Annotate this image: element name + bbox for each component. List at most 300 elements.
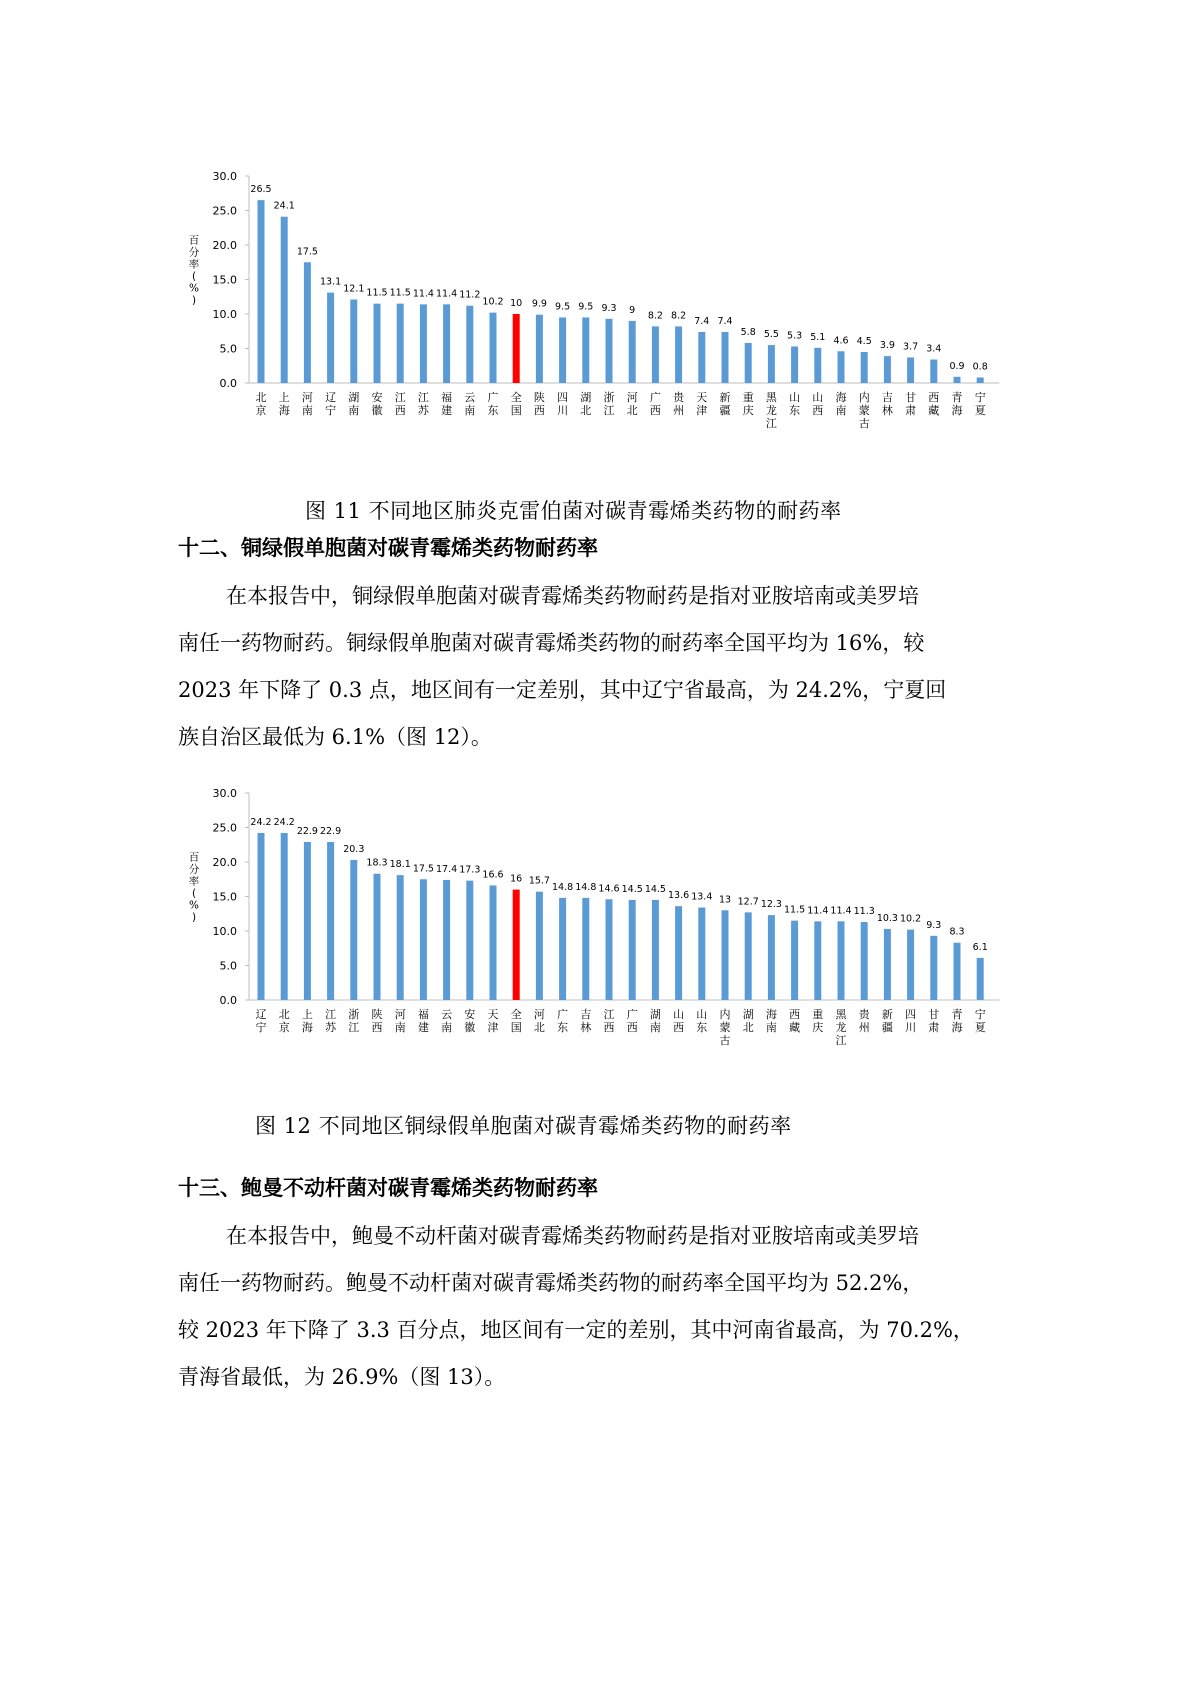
x-category-label: 蒙 (719, 1021, 731, 1034)
bar (466, 881, 473, 1000)
bar (884, 929, 891, 1000)
bar-value-label: 7.4 (694, 315, 710, 327)
bar-value-label: 11.3 (853, 906, 875, 918)
bar (722, 332, 729, 383)
bar (861, 922, 868, 1000)
bar (838, 921, 845, 1000)
bar-value-label: 11.5 (784, 904, 806, 916)
bar (884, 356, 891, 383)
x-category-label: 贵 (673, 391, 685, 404)
bar-value-label: 13.4 (691, 891, 713, 903)
x-category-label: 宁 (974, 1008, 986, 1021)
bar-value-label: 20.3 (343, 843, 365, 855)
bar-value-label: 14.6 (598, 883, 620, 895)
x-category-label: 西 (812, 404, 824, 417)
x-category-label: 吉 (580, 1008, 592, 1021)
bar-value-label: 8.2 (671, 310, 687, 322)
x-category-label: 贵 (858, 1008, 870, 1021)
x-category-label: 陕 (371, 1008, 383, 1021)
bar (838, 351, 845, 383)
bar-value-label: 18.1 (389, 859, 411, 871)
bar (977, 377, 984, 383)
bar-chart-fig11 (0, 160, 1190, 445)
bar (606, 319, 613, 383)
x-category-label: 天 (696, 391, 708, 404)
x-category-label: 山 (673, 1008, 685, 1021)
bar-value-label: 0.8 (972, 361, 988, 373)
y-axis-label-char: ) (191, 911, 197, 924)
x-category-label: 河 (301, 391, 313, 404)
x-category-label: 肃 (928, 1021, 940, 1034)
x-category-label: 东 (487, 404, 499, 417)
bar (327, 293, 334, 383)
x-category-label: 海 (951, 1021, 963, 1034)
x-category-label: 甘 (905, 391, 917, 404)
x-category-label: 海 (951, 404, 963, 417)
bar (281, 217, 288, 383)
x-category-label: 古 (858, 417, 870, 430)
bar (559, 317, 566, 383)
bar-value-label: 8.3 (949, 926, 965, 938)
x-category-label: 海 (278, 404, 290, 417)
x-category-label: 天 (487, 1008, 499, 1021)
bar-value-label: 11.2 (459, 289, 481, 301)
bar-value-label: 5.3 (787, 330, 803, 342)
x-category-label: 内 (719, 1008, 731, 1021)
bar (814, 348, 821, 383)
chart-fig11 (0, 160, 1190, 445)
y-axis-label-char: % (189, 899, 199, 912)
x-category-label: 河 (626, 391, 638, 404)
bar-value-label: 9.9 (531, 298, 547, 310)
bar (930, 360, 937, 383)
bar (582, 898, 589, 1000)
bar-value-label: 0.9 (949, 360, 965, 372)
x-category-label: 疆 (719, 404, 731, 417)
x-category-label: 西 (928, 391, 940, 404)
x-category-label: 吉 (881, 391, 893, 404)
x-category-label: 南 (348, 404, 360, 417)
bar-value-label: 5.1 (810, 331, 826, 343)
section-12-paragraph (178, 573, 1018, 761)
x-category-label: 苏 (417, 404, 429, 417)
x-category-label: 庆 (742, 404, 754, 417)
y-axis-label-char: 分 (188, 246, 200, 259)
x-category-label: 州 (858, 1021, 870, 1034)
bar (722, 910, 729, 1000)
bar (490, 313, 497, 383)
y-tick-label: 15.0 (212, 890, 237, 904)
bar (397, 304, 404, 383)
x-category-label: 川 (557, 404, 569, 417)
x-category-label: 林 (881, 404, 893, 417)
bar-value-label: 24.2 (250, 817, 272, 829)
x-category-label: 古 (719, 1034, 731, 1047)
bar-value-label: 11.4 (807, 905, 829, 917)
x-category-label: 江 (348, 1021, 360, 1034)
bar (814, 921, 821, 1000)
paragraph-line: 族自治区最低为 6.1%（图 12）。 (178, 725, 492, 749)
x-category-label: 山 (789, 391, 801, 404)
bar (791, 346, 798, 383)
caption-fig11: 图 11 不同地区肺炎克雷伯菌对碳青霉烯类药物的耐药率 (305, 499, 842, 523)
bar (954, 377, 961, 383)
x-category-label: 东 (696, 1021, 708, 1034)
x-category-label: 建 (417, 1021, 429, 1034)
x-category-label: 福 (441, 391, 453, 404)
x-category-label: 龙 (765, 404, 777, 417)
x-category-label: 海 (765, 1008, 777, 1021)
x-category-label: 南 (301, 404, 313, 417)
x-category-label: 西 (789, 1008, 801, 1021)
x-category-label: 江 (417, 391, 429, 404)
x-category-label: 津 (487, 1021, 499, 1034)
bar (954, 943, 961, 1000)
bar (768, 345, 775, 383)
x-category-label: 福 (417, 1008, 429, 1021)
x-category-label: 林 (580, 1021, 592, 1034)
x-category-label: 北 (533, 1021, 545, 1034)
bar (652, 900, 659, 1000)
y-tick-label: 15.0 (212, 273, 237, 287)
chart-fig12 (0, 777, 1190, 1062)
x-category-label: 青 (951, 1008, 963, 1021)
x-category-label: 国 (510, 404, 522, 417)
caption-fig12: 图 12 不同地区铜绿假单胞菌对碳青霉烯类药物的耐药率 (255, 1114, 792, 1138)
x-category-label: 西 (626, 1021, 638, 1034)
y-tick-label: 25.0 (212, 204, 237, 218)
x-category-label: 上 (301, 1008, 313, 1021)
x-category-label: 江 (603, 1008, 615, 1021)
bar-value-label: 9.3 (926, 919, 942, 931)
y-tick-label: 10.0 (212, 308, 237, 321)
bar-value-label: 9.5 (555, 301, 571, 313)
x-category-label: 肃 (905, 404, 917, 417)
x-category-label: 湖 (348, 391, 360, 404)
x-category-label: 海 (835, 391, 847, 404)
bar-value-label: 9.3 (601, 302, 617, 314)
x-category-label: 四 (905, 1008, 917, 1021)
x-category-label: 广 (487, 391, 499, 404)
x-category-label: 蒙 (858, 404, 870, 417)
x-category-label: 广 (649, 391, 661, 404)
bar-value-label: 10.2 (482, 296, 504, 308)
paragraph-line: 青海省最低，为 26.9%（图 13）。 (178, 1365, 506, 1389)
bar (327, 842, 334, 1000)
paragraph-line: 南任一药物耐药。鲍曼不动杆菌对碳青霉烯类药物的耐药率全国平均为 52.2%， (178, 1271, 924, 1295)
bar-value-label: 22.9 (320, 825, 342, 837)
bar-value-label: 12.7 (737, 896, 759, 908)
bar (258, 833, 265, 1000)
x-category-label: 夏 (974, 1021, 986, 1034)
bar (466, 306, 473, 383)
x-category-label: 建 (441, 404, 453, 417)
bar-value-label: 4.5 (856, 335, 872, 347)
x-category-label: 新 (719, 391, 731, 404)
paragraph-line: 2023 年下降了 0.3 点，地区间有一定差别，其中辽宁省最高，为 24.2%，宁夏回 (178, 678, 947, 702)
y-axis-label-char: ( (191, 887, 197, 900)
bar-value-label: 26.5 (250, 184, 272, 196)
x-category-label: 湖 (649, 1008, 661, 1021)
x-category-label: 北 (742, 1021, 754, 1034)
x-category-label: 西 (533, 404, 545, 417)
bar (374, 874, 381, 1000)
bar (420, 304, 427, 383)
x-category-label: 龙 (835, 1021, 847, 1034)
x-category-label: 藏 (928, 404, 940, 417)
x-category-label: 北 (580, 404, 592, 417)
x-category-label: 江 (325, 1008, 337, 1021)
x-category-label: 陕 (533, 391, 545, 404)
bar (698, 332, 705, 383)
y-axis-label-char: 分 (188, 863, 200, 876)
bar (559, 898, 566, 1000)
y-axis-label-char: 率 (188, 258, 200, 271)
bar-value-label: 3.9 (879, 340, 895, 352)
section-12-heading: 十二、铜绿假单胞菌对碳青霉烯类药物耐药率 (178, 536, 598, 560)
paragraph-line: 较 2023 年下降了 3.3 百分点，地区间有一定的差别，其中河南省最高，为 70.2%， (178, 1318, 974, 1342)
bar-value-label: 15.7 (528, 875, 550, 887)
bar-value-label: 14.5 (621, 883, 643, 895)
y-axis-label-char: 率 (188, 875, 200, 888)
bar (675, 326, 682, 383)
bar (745, 912, 752, 1000)
x-category-label: 州 (673, 404, 685, 417)
bar-value-label: 5.8 (740, 326, 756, 338)
x-category-label: 京 (255, 404, 267, 417)
bar-value-label: 13.6 (668, 890, 690, 902)
bar-value-label: 22.9 (296, 825, 318, 837)
x-category-label: 宁 (325, 404, 337, 417)
bar-value-label: 14.8 (575, 881, 597, 893)
bar (907, 357, 914, 383)
bar (350, 300, 357, 383)
bar (374, 304, 381, 383)
x-category-label: 江 (835, 1034, 847, 1047)
paragraph-line: 在本报告中，鲍曼不动杆菌对碳青霉烯类药物耐药是指对亚胺培南或美罗培 (226, 1224, 919, 1248)
bar-chart-fig12 (0, 777, 1190, 1062)
bar (629, 321, 636, 383)
y-axis-label-char: ) (191, 294, 197, 307)
section-13-paragraph (178, 1213, 1018, 1401)
x-category-label: 东 (789, 404, 801, 417)
x-category-label: 江 (765, 417, 777, 430)
bar (791, 921, 798, 1000)
bar (536, 892, 543, 1000)
bar-value-label: 16 (510, 873, 523, 885)
bar (745, 343, 752, 383)
y-tick-label: 30.0 (212, 170, 237, 183)
y-tick-label: 30.0 (212, 787, 237, 800)
y-tick-label: 5.0 (219, 959, 237, 973)
x-category-label: 疆 (881, 1021, 893, 1034)
bar-value-label: 16.6 (482, 869, 504, 881)
x-category-label: 河 (394, 1008, 406, 1021)
bar (861, 352, 868, 383)
bar-value-label: 17.5 (296, 246, 318, 258)
x-category-label: 湖 (742, 1008, 754, 1021)
bar-value-label: 13 (718, 894, 732, 906)
x-category-label: 湖 (580, 391, 592, 404)
x-category-label: 内 (858, 391, 870, 404)
bar (281, 833, 288, 1000)
x-category-label: 海 (301, 1021, 313, 1034)
bar-national (513, 314, 520, 383)
x-category-label: 全 (510, 391, 522, 404)
x-category-label: 北 (626, 404, 638, 417)
bar-value-label: 10.3 (876, 912, 898, 924)
y-tick-label: 25.0 (212, 821, 237, 835)
bar (930, 936, 937, 1000)
x-category-label: 津 (696, 404, 708, 417)
bar (258, 200, 265, 383)
y-tick-label: 20.0 (212, 856, 237, 869)
bar (443, 304, 450, 383)
bar-value-label: 7.4 (717, 315, 733, 327)
bar (443, 880, 450, 1000)
y-tick-label: 20.0 (212, 239, 237, 252)
bar (536, 315, 543, 383)
x-category-label: 徽 (464, 1021, 476, 1034)
bar (582, 317, 589, 383)
x-category-label: 苏 (325, 1021, 337, 1034)
x-category-label: 川 (905, 1021, 917, 1034)
bar-value-label: 17.4 (436, 863, 458, 875)
bar-value-label: 24.2 (273, 817, 295, 829)
bar (304, 842, 311, 1000)
section-13-heading: 十三、鲍曼不动杆菌对碳青霉烯类药物耐药率 (178, 1176, 598, 1200)
x-category-label: 山 (812, 391, 824, 404)
bar-value-label: 5.5 (763, 329, 779, 341)
x-category-label: 西 (649, 404, 661, 417)
x-category-label: 浙 (603, 391, 615, 404)
x-category-label: 南 (765, 1021, 777, 1034)
x-category-label: 西 (371, 1021, 383, 1034)
bar (652, 326, 659, 383)
bar-value-label: 17.5 (412, 863, 434, 875)
x-category-label: 辽 (255, 1008, 267, 1021)
x-category-label: 安 (464, 1008, 476, 1021)
x-category-label: 重 (812, 1008, 824, 1021)
x-category-label: 南 (394, 1021, 406, 1034)
x-category-label: 北 (255, 391, 267, 404)
bar-value-label: 9.5 (578, 301, 594, 313)
y-axis-label-char: 百 (188, 234, 200, 247)
x-category-label: 南 (835, 404, 847, 417)
bar-value-label: 11.5 (389, 287, 411, 299)
x-category-label: 南 (441, 1021, 453, 1034)
x-category-label: 南 (649, 1021, 661, 1034)
bar (977, 958, 984, 1000)
x-category-label: 宁 (255, 1021, 267, 1034)
bar (490, 885, 497, 1000)
y-tick-label: 0.0 (219, 994, 237, 1007)
x-category-label: 东 (557, 1021, 569, 1034)
bar-value-label: 11.4 (830, 905, 852, 917)
bar-value-label: 14.5 (644, 883, 666, 895)
x-category-label: 南 (464, 404, 476, 417)
x-category-label: 藏 (789, 1021, 801, 1034)
x-category-label: 西 (394, 404, 406, 417)
x-category-label: 黑 (765, 391, 777, 404)
paragraph-line: 南任一药物耐药。铜绿假单胞菌对碳青霉烯类药物的耐药率全国平均为 16%，较 (178, 631, 925, 655)
bar-value-label: 14.8 (552, 881, 574, 893)
x-category-label: 四 (557, 391, 569, 404)
x-category-label: 上 (278, 391, 290, 404)
x-category-label: 辽 (325, 391, 337, 404)
bar-value-label: 11.5 (366, 287, 388, 299)
bar (768, 915, 775, 1000)
y-tick-label: 0.0 (219, 377, 237, 390)
y-axis-label-char: ( (191, 270, 197, 283)
bar-value-label: 24.1 (273, 200, 295, 212)
x-category-label: 广 (626, 1008, 638, 1021)
bar-national (513, 890, 520, 1000)
y-tick-label: 5.0 (219, 342, 237, 356)
x-category-label: 山 (696, 1008, 708, 1021)
x-category-label: 西 (603, 1021, 615, 1034)
bar-value-label: 8.2 (647, 310, 663, 322)
bar-value-label: 9 (629, 304, 636, 316)
x-category-label: 西 (673, 1021, 685, 1034)
bar (420, 879, 427, 1000)
bar (304, 262, 311, 383)
x-category-label: 京 (278, 1021, 290, 1034)
bar-value-label: 11.4 (436, 288, 458, 300)
bar-value-label: 6.1 (972, 941, 988, 953)
bar (629, 900, 636, 1000)
bar-value-label: 17.3 (459, 864, 481, 876)
y-axis-label-char: % (189, 282, 199, 295)
x-category-label: 重 (742, 391, 754, 404)
x-category-label: 安 (371, 391, 383, 404)
bar-value-label: 3.7 (903, 341, 919, 353)
bar-value-label: 10 (510, 298, 523, 309)
bar-value-label: 3.4 (926, 343, 942, 355)
bar-value-label: 11.4 (412, 288, 434, 300)
bar-value-label: 10.2 (900, 913, 922, 925)
bar (698, 908, 705, 1000)
bar (397, 875, 404, 1000)
y-axis-label-char: 百 (188, 851, 200, 864)
y-tick-label: 10.0 (212, 925, 237, 938)
x-category-label: 广 (557, 1008, 569, 1021)
bar (606, 899, 613, 1000)
bar-value-label: 18.3 (366, 857, 388, 869)
bar (907, 930, 914, 1000)
x-category-label: 浙 (348, 1008, 360, 1021)
x-category-label: 北 (278, 1008, 290, 1021)
x-category-label: 甘 (928, 1008, 940, 1021)
x-category-label: 云 (464, 391, 476, 404)
bar-value-label: 12.1 (343, 283, 365, 295)
x-category-label: 夏 (974, 404, 986, 417)
bar (350, 860, 357, 1000)
bar-value-label: 12.3 (760, 899, 782, 911)
bar-value-label: 13.1 (320, 276, 342, 288)
x-category-label: 河 (533, 1008, 545, 1021)
x-category-label: 云 (441, 1008, 453, 1021)
x-category-label: 宁 (974, 391, 986, 404)
x-category-label: 江 (603, 404, 615, 417)
x-category-label: 江 (394, 391, 406, 404)
x-category-label: 庆 (812, 1021, 824, 1034)
x-category-label: 青 (951, 391, 963, 404)
x-category-label: 黑 (835, 1008, 847, 1021)
x-category-label: 国 (510, 1021, 522, 1034)
paragraph-line: 在本报告中，铜绿假单胞菌对碳青霉烯类药物耐药是指对亚胺培南或美罗培 (226, 584, 919, 608)
x-category-label: 新 (881, 1008, 893, 1021)
